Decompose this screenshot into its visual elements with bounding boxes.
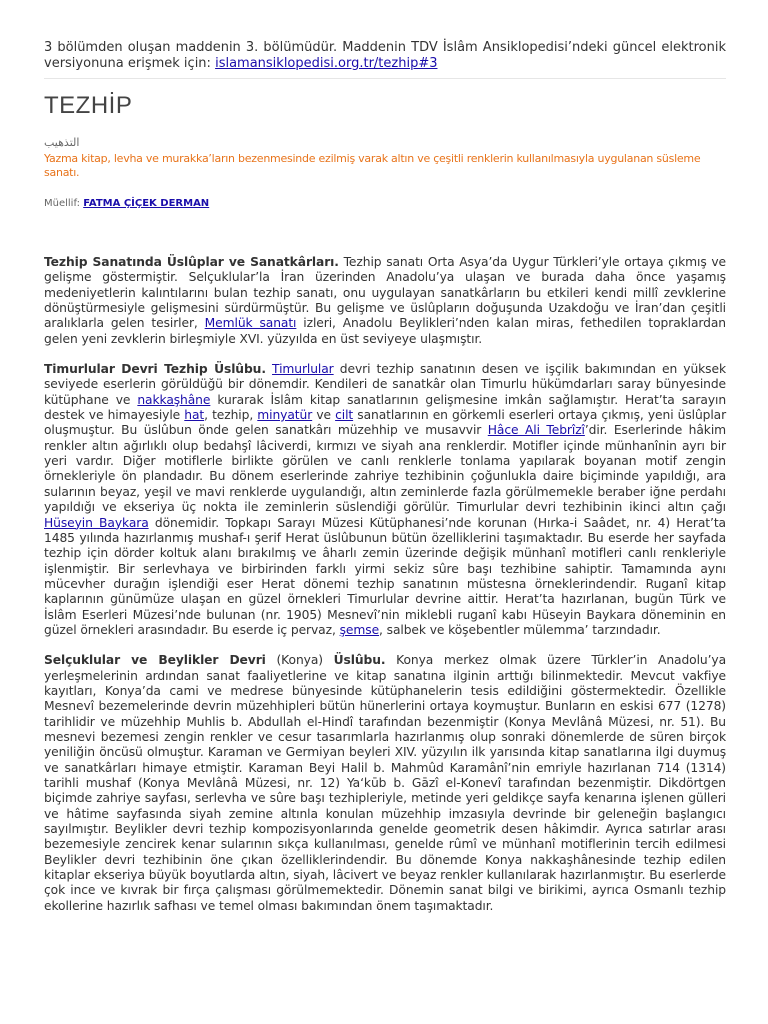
paragraph-text: kurarak İslâm kitap sanatlarının gelişmesine imkân sağlamıştır. Herat’ta sarayın destek ve himayesiyle <box>44 392 727 423</box>
link-minyatur[interactable]: minyatür <box>257 408 313 423</box>
author-line <box>44 197 209 211</box>
author-label: Müellif: <box>44 198 80 209</box>
divider <box>44 78 726 79</box>
paragraph-text: Konya merkez olmak üzere Türkler’in Anadolu’ya yerleşmelerinin ardından sanat faaliyetlerine ve kitap sanatına ilginin arttığı bilinmektedir. Mevcut vakfiye kayıtları, Konya’da cami ve medrese bünyesinde kütüphanelerin tesis edildiğini göstermektedir. Özellikle Mesnevî bezemelerinde devrin müzehhipleri bütün hünerlerini ortaya koymuştur. Bunların en eskisi 677 (1278) tarihlidir ve müzehhip Muhlis b. Abdullah el-Hindî tarafından bezenmiştir (Konya Mevlânâ Müzesi, nr. 51). Bu mesnevi bezemesi zengin renkler ve cesur tasarımlarla hazırlanmış olup sonraki dönemlerde de süren birçok yeniliğin öncüsü olmuştur. Karaman ve Germiyan beyleri XIV. yüzyılın ilk yarısında kitap sanatlarına ilgi duymuş ve sanatkârları himaye etmiştir. Karaman Beyi Halil b. Mahmûd Karamânî’nin emriyle hazırlanan 714 (1314) tarihli mushaf (Konya Mevlânâ Müzesi, nr. 12) Ya‘kūb b. Gāzî el-Konevî tarafından bezenmiştir. Dikdörtgen biçimde zahriye sayfası, serlevha ve sûre başı tezhipleriyle, metinde yeri geldikçe sayfa kenarına işlenen gülleri ve hâtime sayfasında siyah zemine altınla konulan müzehhip imzasıyla devrinde bir geleneğin başlangıcı sayılmıştır. Beylikler devri tezhip kompozisyonlarında genelde geometrik desen hâkimdir. Ayrıca satırlar arası bezemesiyle zencirek kenar sularının sıkça kullanılması, genelde rûmî ve münhanî motiflerinin tercih edilmesi Beylikler devri tezhibinin öne çıkan özelliklerindendir. Bu dönemde Konya nakkaşhânesinde tezhip edilen kitaplar ekseriya büyük boyutlarda altın, siyah, lâcivert ve beyaz renkler kullanılarak hazırlanmıştır. Bu eserlerde çok ince ve kıvrak bir fırça çalışması görülmemektedir. Dönemin sanat bilgi ve birikimi, ayrıca Osmanlı tezhip ekollerine hazırlık safhası ve temel olması bakımından önem taşımaktadır. <box>44 653 727 913</box>
author-link[interactable]: FATMA ÇİÇEK DERMAN <box>83 198 210 209</box>
paragraph-styles <box>44 255 726 347</box>
paragraph-text: devri tezhip sanatının desen ve işçilik bakımından en yüksek seviyede eserlerin görüldüğü bir dönemdir. Kendileri de sanatkâr olan Timurlu hükümdarları saray bünyesinde kütüphane ve <box>44 362 726 407</box>
section-heading: Timurlular Devri Tezhip Üslûbu. <box>44 362 266 377</box>
paragraph-text: Tezhip sanatı Orta Asya’da Uygur Türkleri’yle ortaya çıkmış ve gelişme göstermiştir. Selçuklular’la İran üzerinden Anadolu’ya ulaşan ve burada daha önce yaşamış medeniyetlerin kalıntılarını bulan tezhip sanatı, onu uygulayan sanatkârların bu etkileri kendi millî zevklerine dönüştürmesiyle gelişmesini sürdürmüştür. Bu gelişme ve üslûpların doğuşunda Uzakdoğu ve İran’dan çeşitli aralıklarla gelen tesirler, <box>44 255 726 331</box>
link-nakkashane[interactable]: nakkaşhâne <box>137 392 211 407</box>
intro-note <box>44 40 726 72</box>
link-memluk-sanati[interactable]: Memlük sanatı <box>204 316 297 331</box>
article-body <box>44 255 726 929</box>
section-heading: Üslûbu. <box>333 653 386 668</box>
paragraph-text: , tezhip, <box>204 408 254 423</box>
encyclopedia-link[interactable]: islamansiklopedisi.org.tr/tezhip#3 <box>215 56 438 71</box>
link-semse[interactable]: şemse <box>339 622 380 637</box>
arabic-title: التذهيب <box>44 136 80 149</box>
paragraph-text: ’dir. Eserlerinde hâkim renkler altın ağırlıklı olup bedahşî lâciverdi, kırmızı ve siyah ana renklerdir. Motifler içinde münhanînin ayrı bir yeri vardır. Diğer motiflerle birlikte görülen ve canlı renklerle tonlama yapılarak boyanan motif zengin örnekleriyle ön plandadır. Bu dönem eserlerinde zahriye tezhibinin çoğunlukla daire biçiminde yapıldığı, ara sularının beyaz, yeşil ve mavi renklerde uygulandığı, altın zeminlerde fazla görülmemekle beraber iğne perdahı yapıldığı ve ekseriya üç nokta ile zeminlerin süslendiği görülür. Timurlular devri tezhibinin ikinci altın çağı <box>44 423 727 515</box>
paragraph-text: ve <box>316 408 331 423</box>
intro-text: 3 bölümden oluşan maddenin 3. bölümüdür. Maddenin TDV İslâm Ansiklopedisi’ndeki güncel elektronik versiyonuna erişmek için: <box>44 40 726 71</box>
paragraph-timurlular <box>44 362 726 638</box>
section-heading: Tezhip Sanatında Üslûplar ve Sanatkârları. <box>44 255 339 269</box>
link-timurlular[interactable]: Timurlular <box>272 362 334 377</box>
entry-definition: Yazma kitap, levha ve murakka’ların bezenmesinde ezilmiş varak altın ve çeşitli renklerin kullanılmasıyla uygulanan süsleme sanatı. <box>44 152 701 179</box>
paragraph-text: dönemidir. Topkapı Sarayı Müzesi Kütüphanesi’nde korunan (Hırka-i Saâdet, nr. 4) Herat’ta 1485 yılında hazırlanmış mushaf-ı şerif Herat üslûbunun bütün özelliklerini taşımaktadır. Bu eserde her sayfada tezhip için dörder koltuk alanı bırakılmış ve âharlı zemin üzerinde değişik münhanî motifleri canlı renkleriyle işlenmiştir. Bir serlevhaya ve birbirinden farklı yirmi sekiz sûre başı tezhibine sahiptir. Tamamında aynı mücevher durağın işlendiği eser Herat dönemi tezhip sanatının müstesna örneklerindendir. Ruganî kitap kaplarının günümüze ulaşan en güzel örnekleri Timurlular devrine aittir. Herat’ta hazırlanan, bugün Türk ve İslâm Eserleri Müzesi’nde bulunan (nr. 1905) Mesnevî’nin miklebli ruganî kabı Hüseyin Baykara döneminin en güzel örnekleri arasındadır. Bu eserde iç pervaz, <box>44 515 726 637</box>
link-cilt[interactable]: cilt <box>335 408 354 423</box>
entry-title: TEZHİP <box>44 92 133 119</box>
section-heading-place: (Konya) <box>276 653 323 668</box>
paragraph-selcuklular <box>44 653 726 914</box>
link-hat[interactable]: hat <box>184 408 205 423</box>
section-heading: Selçuklular ve Beylikler Devri <box>44 653 266 668</box>
paragraph-text: , salbek ve köşebentler mülemma’ tarzındadır. <box>379 622 661 637</box>
paragraph-text: sanatlarının en görkemli eserleri ortaya çıkmış, yeni üslûplar oluşmuştur. Bu üslûbun önde gelen sanatkârı müzehhip ve musavvir <box>44 408 727 438</box>
link-hace-ali-tebrizi[interactable]: Hâce Ali Tebrîzî <box>487 423 585 438</box>
link-huseyin-baykara[interactable]: Hüseyin Baykara <box>44 515 149 530</box>
paragraph-text: izleri, Anadolu Beylikleri’nden kalan miras, fethedilen topraklardan gelen yeni zevklerin birleşmiyle XVI. yüzyılda en üst seviyeye ulaşmıştır. <box>44 316 726 346</box>
